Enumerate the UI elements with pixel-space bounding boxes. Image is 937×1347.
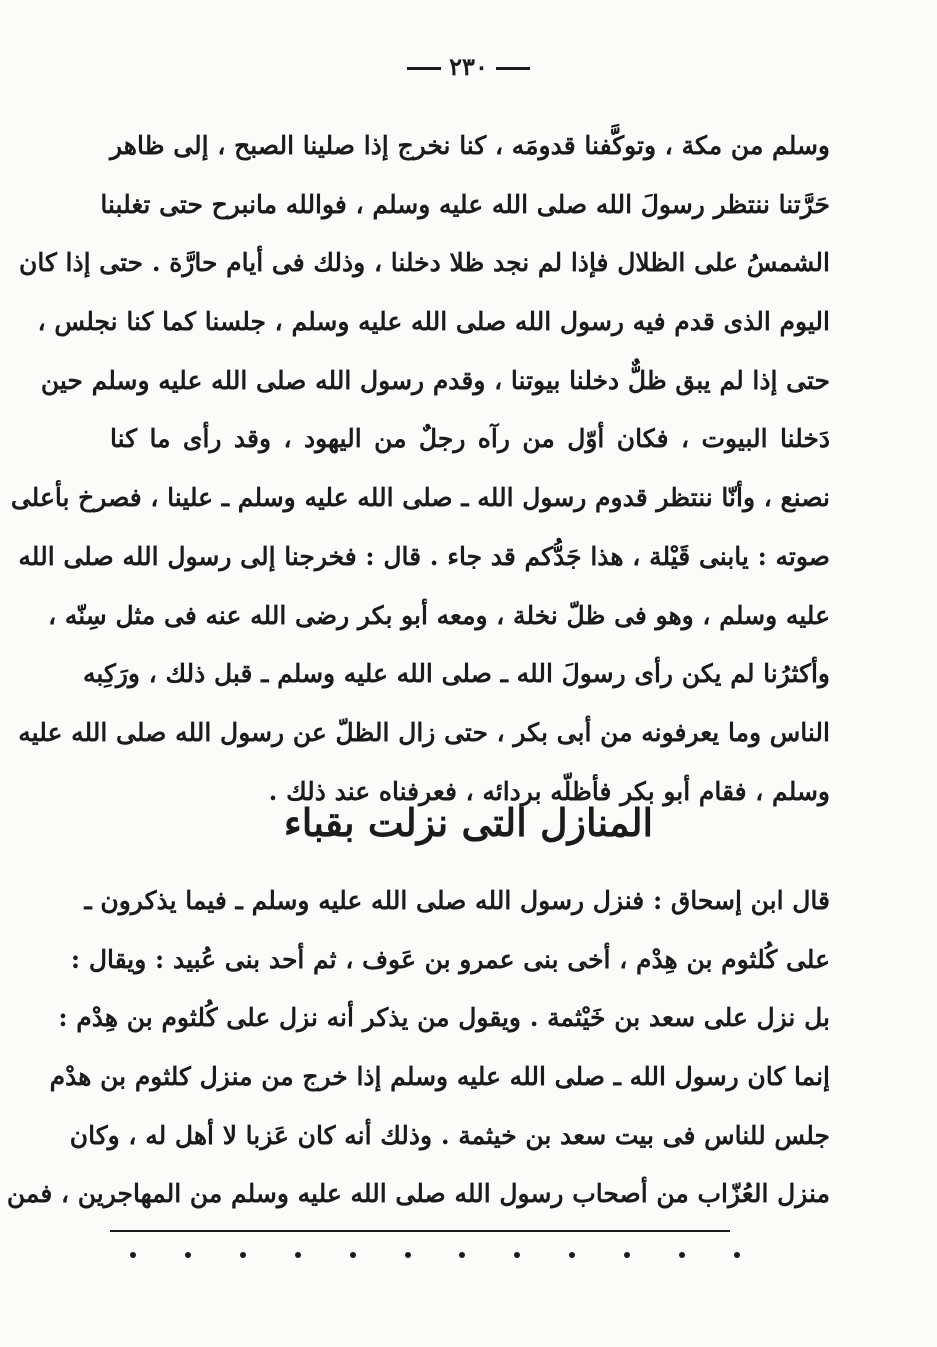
page-number-text: ٢٣٠ — [449, 52, 488, 81]
text-line: حتى إذا لم يبق ظلٌّ دخلنا بيوتنا ، وقدم رسول الله صلى الله عليه وسلم حين — [40, 365, 830, 395]
footer-dot — [624, 1252, 630, 1258]
footer-dot — [569, 1252, 575, 1258]
page-number — [0, 52, 937, 81]
text-line: منزل العُزّاب من أصحاب رسول الله صلى الله عليه وسلم من المهاجرين ، فمن — [6, 1179, 830, 1209]
footer-dot — [130, 1252, 136, 1258]
footer-dot — [350, 1252, 356, 1258]
dash-right — [407, 67, 441, 70]
text-line: الشمسُ على الظلال فإذا لم نجد ظلا دخلنا ، وذلك فى أيام حارَّة . حتى إذا كان — [18, 248, 830, 278]
text-line: بل نزل على سعد بن خَيْثمة . ويقول من يذكر أنه نزل على كُلثوم بن هِدْم : — [58, 1003, 830, 1033]
text-line: دَخلنا البيوت ، فكان أوّل من رآه رجلٌ من اليهود ، وقد رأى ما كنا — [110, 424, 830, 454]
dash-left — [496, 67, 530, 70]
text-line: قال ابن إسحاق : فنزل رسول الله صلى الله عليه وسلم ـ فيما يذكرون ـ — [84, 886, 830, 915]
footer-dot — [514, 1252, 520, 1258]
footer-dot — [185, 1252, 191, 1258]
footer-dot — [240, 1252, 246, 1258]
text-line: وسلم من مكة ، وتوكَّفنا قدومَه ، كنا نخرج إذا صلينا الصبح ، إلى ظاهر — [110, 131, 830, 160]
text-line: جلس للناس فى بيت سعد بن خيثمة . وذلك أنه كان عَزبا لا أهل له ، وكان — [69, 1120, 830, 1150]
footer-dot — [734, 1252, 740, 1258]
footer-dot — [459, 1252, 465, 1258]
text-line: على كُلثوم بن هِدْم ، أخى بنى عمرو بن عَوف ، ثم أحد بنى عُبيد : ويقال : — [70, 944, 830, 974]
footer-dots — [130, 1252, 740, 1258]
footer-dot — [679, 1252, 685, 1258]
text-line: اليوم الذى قدم فيه رسول الله صلى الله عليه وسلم ، جلسنا كما كنا نجلس ، — [37, 307, 830, 337]
text-line: وأكثرُنا لم يكن رأى رسولَ الله ـ صلى الله عليه وسلم ـ قبل ذلك ، ورَكِبه — [83, 659, 830, 689]
paragraph-2 — [6, 872, 830, 1224]
text-line: عليه وسلم ، وهو فى ظلّ نخلة ، ومعه أبو بكر رضى الله عنه فى مثل سِنّه ، — [48, 600, 830, 630]
text-line: إنما كان رسول الله ـ صلى الله عليه وسلم إذا خرج من منزل كلثوم بن هدْم — [49, 1062, 830, 1092]
section-heading: المنازل التى نزلت بقباء — [283, 800, 654, 845]
text-line: صوته : يابنى قَيْلة ، هذا جَدُّكم قد جاء . قال : فخرجنا إلى رسول الله صلى الله — [18, 541, 830, 571]
text-line: نصنع ، وأنّا ننتظر قدوم رسول الله ـ صلى الله عليه وسلم ـ علينا ، فصرخ بأعلى — [10, 483, 830, 513]
footer-dot — [405, 1252, 411, 1258]
text-line: الناس وما يعرفونه من أبى بكر ، حتى زال الظلّ عن رسول الله صلى الله عليه — [18, 717, 830, 747]
footnote-rule — [110, 1230, 730, 1232]
paragraph-1 — [10, 117, 830, 821]
footer-dot — [295, 1252, 301, 1258]
text-line: حَرَّتنا ننتظر رسولَ الله صلى الله عليه وسلم ، فوالله مانبرح حتى تغلبنا — [100, 189, 830, 219]
text-line: وسلم ، فقام أبو بكر فأظلّه بردائه ، فعرفناه عند ذلك . — [268, 776, 830, 806]
